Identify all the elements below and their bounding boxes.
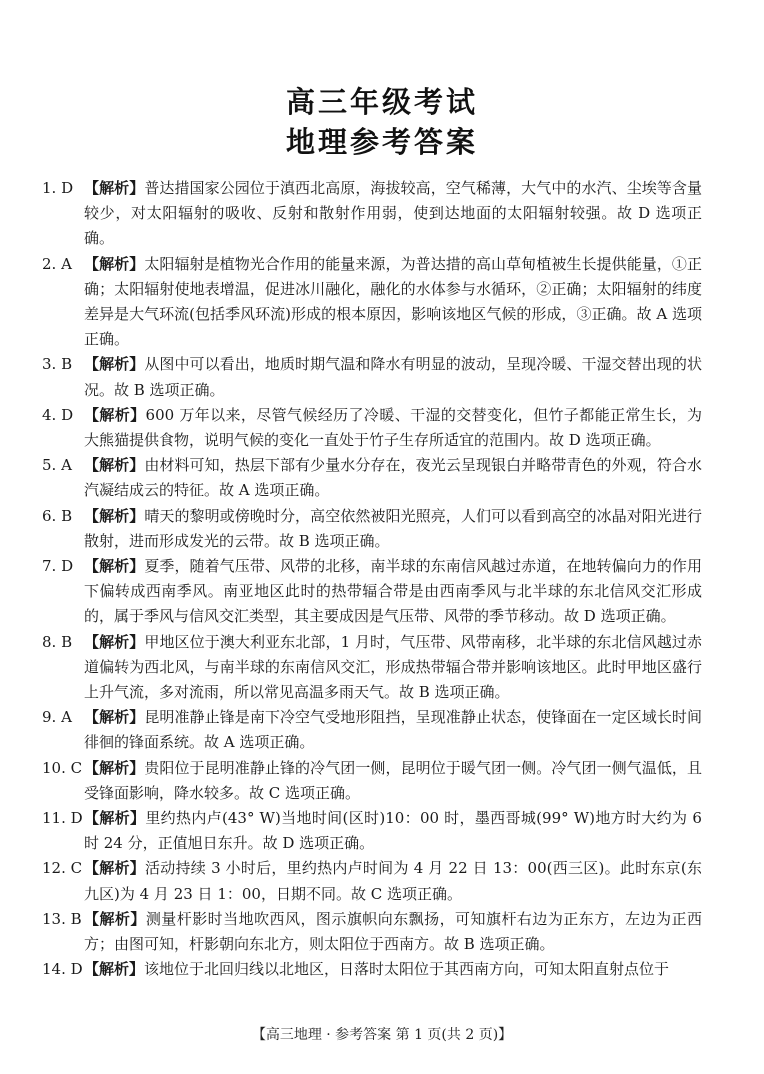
- answer-text: 贵阳位于昆明准静止锋的冷气团一侧，昆明位于暖气团一侧。冷气团一侧气温低，且受锋面影响，降水较多。故 C 选项正确。: [84, 758, 702, 802]
- answer-number: 8. B: [42, 632, 73, 651]
- answer-item: [42, 705, 702, 755]
- document-title: 高三年级考试: [285, 85, 478, 119]
- answer-list: [42, 176, 702, 983]
- answer-text: 里约热内卢(43° W)当地时间(区时)10：00 时，墨西哥城(99° W)地方时大约为 6 时 24 分，正值旭日东升。故 D 选项正确。: [84, 809, 702, 853]
- answer-number: 13. B: [42, 909, 82, 928]
- answer-item: [42, 957, 702, 982]
- answer-text: 普达措国家公园位于滇西北高原，海拔较高，空气稀薄，大气中的水汽、尘埃等含量较少，对太阳辐射的吸收、反射和散射作用弱，使到达地面的太阳辐射较强。故 D 选项正确。: [84, 179, 702, 248]
- analysis-tag: 【解析】: [84, 909, 146, 928]
- answer-number: 1. D: [42, 179, 74, 197]
- analysis-tag: 【解析】: [84, 632, 145, 651]
- answer-number: 5. A: [42, 456, 72, 475]
- page-footer: 【高三地理 · 参考答案 第 1 页(共 2 页)】: [251, 1027, 513, 1043]
- answer-number: 2. A: [42, 254, 72, 273]
- answer-text: 该地位于北回归线以北地区，日落时太阳位于其西南方向，可知太阳直射点位于: [144, 960, 670, 979]
- analysis-tag: 【解析】: [84, 859, 146, 878]
- answer-text: 从图中可以看出，地质时期气温和降水有明显的波动，呈现冷暖、干湿交替出现的状况。故 B 选项正确。: [84, 355, 702, 399]
- analysis-tag: 【解析】: [84, 179, 145, 197]
- analysis-tag: 【解析】: [84, 557, 145, 576]
- answer-text: 晴天的黎明或傍晚时分，高空依然被阳光照亮，人们可以看到高空的冰晶对阳光进行散射，进而形成发光的云带。故 B 选项正确。: [84, 506, 702, 550]
- analysis-tag: 【解析】: [84, 254, 145, 273]
- answer-item: [42, 504, 702, 554]
- answer-text: 昆明准静止锋是南下冷空气受地形阻挡，呈现准静止状态，使锋面在一定区域长时间徘徊的锋面系统。故 A 选项正确。: [84, 708, 702, 752]
- answer-text: 活动持续 3 小时后，里约热内卢时间为 4 月 22 日 13：00(西三区)。此时东京(东九区)为 4 月 23 日 1：00，日期不同。故 C 选项正确。: [84, 859, 702, 903]
- analysis-tag: 【解析】: [84, 405, 146, 424]
- answer-text: 甲地区位于澳大利亚东北部，1 月时，气压带、风带南移，北半球的东北信风越过赤道偏转为西北风，与南半球的东南信风交汇，形成热带辐合带并影响该地区。此时甲地区盛行上升气流，多对流雨，所以常见高温多雨天气。故 B 选项正确。: [84, 632, 702, 702]
- answer-item: [42, 403, 702, 453]
- answer-item: [42, 630, 702, 706]
- analysis-tag: 【解析】: [84, 355, 145, 374]
- answer-item: [42, 252, 702, 353]
- answer-item: [42, 856, 702, 906]
- answer-number: 12. C: [42, 859, 83, 878]
- analysis-tag: 【解析】: [84, 456, 145, 475]
- answer-number: 6. B: [42, 506, 73, 525]
- answer-text: 600 万年以来，尽管气候经历了冷暖、干湿的交替变化，但竹子都能正常生长，为大熊猫提供食物，说明气候的变化一直处于竹子生存所适宜的范围内。故 D 选项正确。: [84, 405, 702, 450]
- answer-item: [42, 176, 702, 252]
- analysis-tag: 【解析】: [84, 960, 145, 979]
- answer-text: 太阳辐射是植物光合作用的能量来源，为普达措的高山草甸植被生长提供能量，①正确；太阳辐射使地表增温，促进冰川融化，融化的水体参与水循环，②正确；太阳辐射的纬度差异是大气环流(包括季风环流)形成的根本原因，影响该地区气候的形成，③正确。故 A 选项正确。: [84, 254, 702, 349]
- analysis-tag: 【解析】: [84, 758, 145, 777]
- analysis-tag: 【解析】: [84, 809, 146, 828]
- answer-item: [42, 352, 702, 402]
- answer-item: [42, 806, 702, 856]
- answer-number: 7. D: [42, 557, 74, 576]
- document-subtitle: 地理参考答案: [285, 125, 478, 159]
- answer-item: [42, 554, 702, 630]
- answer-item: [42, 453, 702, 503]
- answer-text: 由材料可知，热层下部有少量水分存在，夜光云呈现银白并略带青色的外观，符合水汽凝结成云的特征。故 A 选项正确。: [84, 456, 702, 500]
- answer-number: 9. A: [42, 708, 72, 727]
- answer-text: 测量杆影时当地吹西风，图示旗帜向东飘扬，可知旗杆右边为正东方，左边为正西方；由图可知，杆影朝向东北方，则太阳位于西南方。故 B 选项正确。: [84, 909, 702, 954]
- answer-number: 11. D: [42, 809, 83, 828]
- answer-text: 夏季，随着气压带、风带的北移，南半球的东南信风越过赤道，在地转偏向力的作用下偏转成西南季风。南亚地区此时的热带辐合带是由西南季风与北半球的东北信风交汇形成的，属于季风与信风交汇类型，其主要成因是气压带、风带的季节移动。故 D 选项正确。: [84, 557, 702, 626]
- analysis-tag: 【解析】: [84, 506, 145, 525]
- answer-number: 3. B: [42, 355, 73, 374]
- analysis-tag: 【解析】: [84, 708, 145, 727]
- answer-number: 4. D: [42, 405, 74, 424]
- answer-item: [42, 907, 702, 957]
- answer-item: [42, 756, 702, 806]
- answer-number: 14. D: [42, 960, 83, 979]
- answer-number: 10. C: [42, 758, 83, 777]
